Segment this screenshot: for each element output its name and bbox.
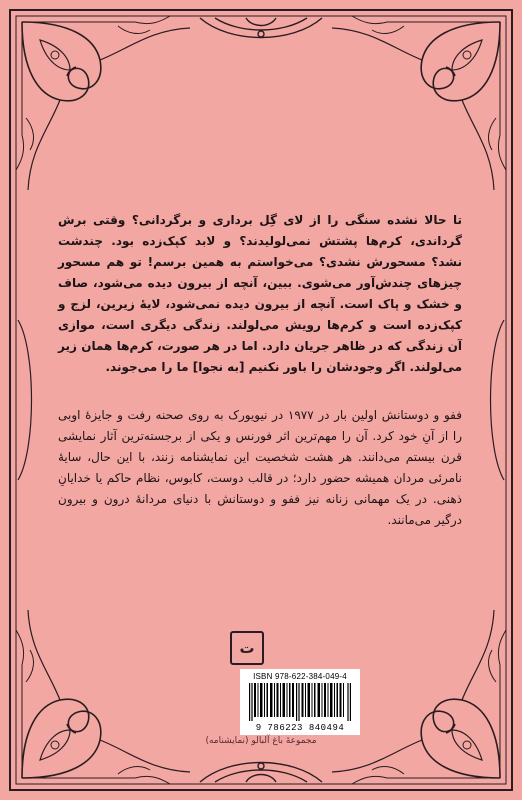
publisher-logo-glyph: ت	[239, 638, 255, 657]
barcode-number: 9 786223 840494	[255, 723, 345, 733]
blurb-description-paragraph: ففو و دوستانش اولین بار در ۱۹۷۷ در نیویورک به روی صحنه رفت و جایزهٔ اوبی را از آنِ خود کرد. آن را مهم‌ترین اثر فورنس و یکی از برجسته‌ترین آثار نمایشی قرن بیستم می‌دانند. هر هشت شخصیت این نمایشنامه زنند، با این حال، سایهٔ نامرئی مردان همیشه حضور دارد؛ در قالب دوست، کابوس، نظام حاکم یا خدایانِ ذهنی. در یک مهمانی زنانه نیز ففو و دوستانش با دنیای مردانهٔ درون و بیرون درگیر می‌مانند.	[58, 408, 462, 527]
back-cover-blurb	[58, 210, 462, 531]
publisher-logo	[230, 631, 264, 665]
isbn-label: ISBN 978-622-384-049-4	[253, 672, 347, 681]
blurb-quote-paragraph: تا حالا نشده سنگی را از لای گِل برداری و برگردانی؟ وقتی برش گرداندی، کرم‌ها پشتش نمی‌لولیدند؟ و لابد کپک‌زده بود. چندشت نشد؟ مسحورش نشدی؟ می‌خواستم به همین برسم! تو هم مسحور چیزهای چندش‌آور می‌شوی. ببین، آنچه از بیرون دیده می‌شود، صاف و خشک و پاک است. آنچه از بیرون دیده نمی‌شود، لایهٔ زیرین، لزج و کپک‌زده است و کرم‌ها رویش می‌لولند. زندگی دیگری است، موازی آن زندگی که در ظاهر جریان دارد. اما در هر صورت، کرم‌ها همان زیر می‌لولند. اگر وجودشان را باور نکنیم [به نجوا] ما را می‌جوند.	[58, 213, 462, 374]
barcode-bars	[249, 683, 351, 721]
barcode	[240, 669, 360, 735]
series-title: مجموعهٔ باغ آلبالو (نمایشنامه)	[205, 736, 317, 746]
